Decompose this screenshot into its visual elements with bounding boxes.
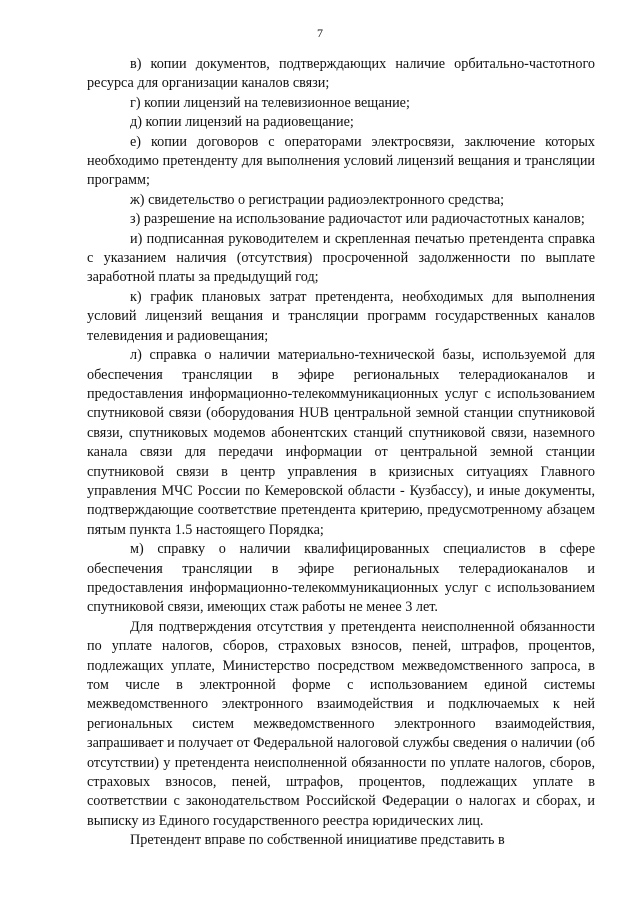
paragraph-item-d: д) копии лицензий на радиовещание; bbox=[130, 114, 354, 131]
paragraph-item-m: м) справку о наличии квалифицированных специалистов в сфере обеспечения трансляции в эфире региональных телерадиоканалов и предоставления информационно-телекоммуникационных услуг с использованием спутниковой связи, имеющих стаж работы не менее 3 лет. bbox=[87, 541, 595, 616]
paragraph-item-e: е) копии договоров с операторами электросвязи, заключение которых необходимо претенденту для выполнения условий лицензий вещания и трансляции программ; bbox=[87, 133, 595, 189]
paragraph-item-v: в) копии документов, подтверждающих наличие орбитально-частотного ресурса для организации каналов связи; bbox=[87, 56, 595, 92]
paragraph-item-g: г) копии лицензий на телевизионное вещание; bbox=[130, 94, 410, 111]
paragraph-item-l: л) справка о наличии материально-технической базы, используемой для обеспечения трансляции в эфире региональных телерадиоканалов и предоставления информационно-телекоммуникационных услуг с использованием спутниковой связи (оборудования HUB центральной земной станции спутниковой связи, спутниковых модемов абонентских станций спутниковой связи, наземного канала связи для передачи информации от центральной земной станции спутниковой связи в центр управления в кризисных ситуациях Главного управления МЧС России по Кемеровской области - Кузбассу), и иные документы, подтверждающие соответствие претендента критерию, предусмотренному абзацем пятым пункта 1.5 настоящего Порядка; bbox=[87, 347, 595, 538]
document-body bbox=[87, 55, 595, 851]
page-number: 7 bbox=[317, 26, 323, 40]
paragraph-item-i: и) подписанная руководителем и скрепленная печатью претендента справка с указанием наличия (отсутствия) просроченной задолженности по выплате заработной платы за предыдущий год; bbox=[87, 230, 595, 286]
paragraph-item-zh: ж) свидетельство о регистрации радиоэлектронного средства; bbox=[130, 191, 505, 208]
paragraph-item-k: к) график плановых затрат претендента, необходимых для выполнения условий лицензий вещания и трансляции программ государственных каналов телевидения и радиовещания; bbox=[87, 288, 595, 344]
paragraph-tax-verification: Для подтверждения отсутствия у претендента неисполненной обязанности по уплате налогов, сборов, страховых взносов, пеней, штрафов, процентов, подлежащих уплате, Министерство посредством межведомственного запроса, в том числе в электронной форме с использованием единой системы межведомственного электронного взаимодействия и подключаемых к ней региональных систем межведомственного электронного взаимодействия, запрашивает и получает от Федеральной налоговой службы сведения о наличии (об отсутствии) у претендента неисполненной обязанности по уплате налогов, сборов, страховых взносов, пеней, штрафов, процентов, подлежащих уплате в соответствии с законодательством Российской Федерации о налогах и сборах, и выписку из Единого государственного реестра юридических лиц. bbox=[87, 618, 595, 829]
paragraph-item-z: з) разрешение на использование радиочастот или радиочастотных каналов; bbox=[130, 211, 585, 228]
paragraph-applicant-initiative: Претендент вправе по собственной инициативе представить в bbox=[130, 832, 505, 849]
